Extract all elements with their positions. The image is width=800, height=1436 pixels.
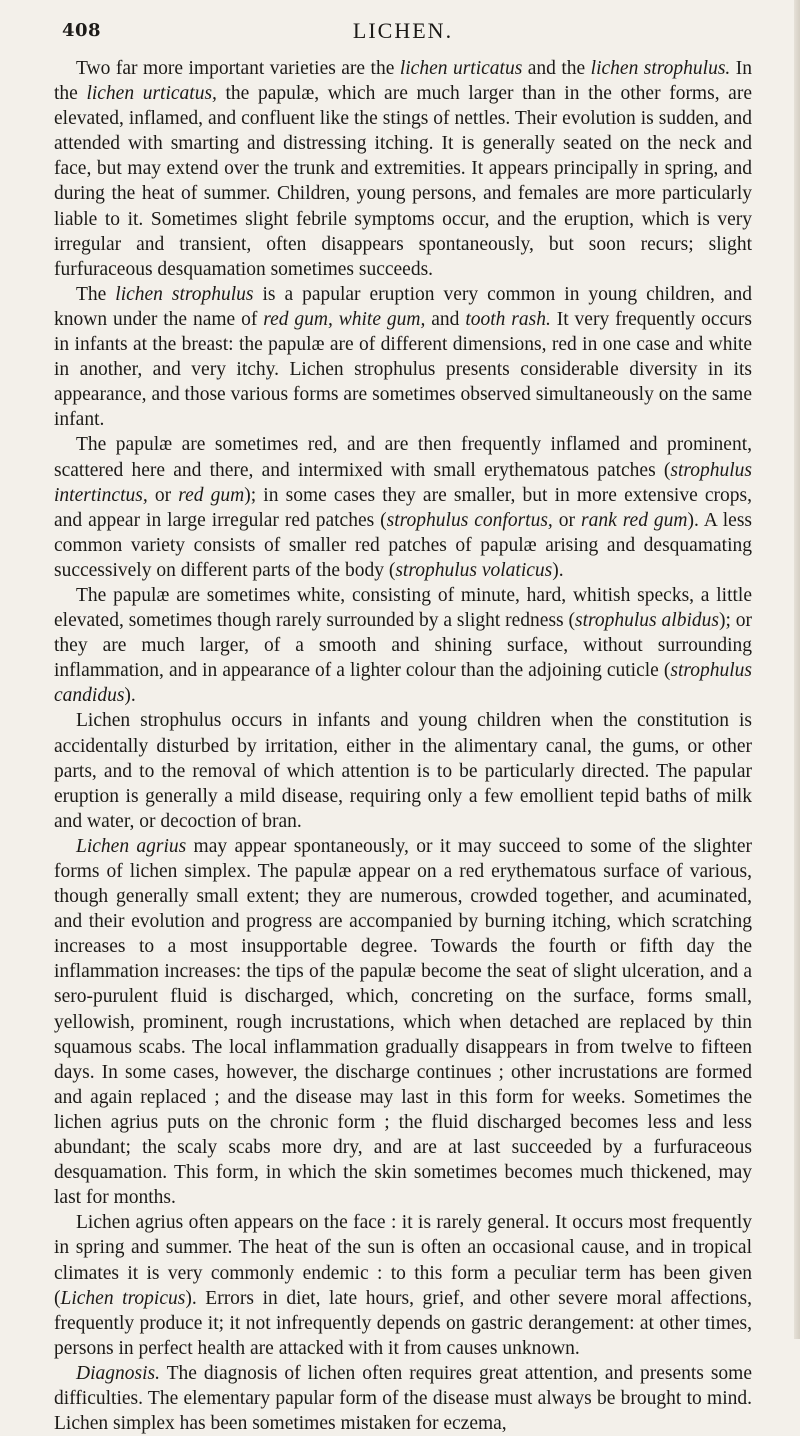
text-run: may appear spontaneously, or it may succeed to some of the slighter forms of lichen simplex. The papulæ appear on a red erythematous surface of various, though generally small extent; they are numerous, crowded together, and acuminated, and their evolution and progress are accompanied by burning itching, which scratching increases to a most insupportable degree. Towards the fourth or fifth day the inflammation increases: the tips of the papulæ become the seat of slight ulceration, and a sero-purulent fluid is discharged, which, concreting on the surface, forms small, yellowish, prominent, rough incrustations, which when detached are replaced by thin squamous scabs. The local inflammation gradually disappears in from twelve to fifteen days. In some cases, however, the discharge continues ; other incrustations are formed and again replaced ; and the disease may last in this form for weeks. Sometimes the lichen agrius puts on the chronic form ; the fluid discharged becomes less and less abundant; the scaly scabs more dry, and are at last succeeded by a furfuraceous desquamation. This form, in which the skin sometimes becomes much thickened, may last for months.	[54, 835, 752, 1209]
italic-term: lichen urticatus	[399, 58, 523, 79]
text-run: is a papular eruption very common in young children, and known under the name of	[54, 283, 752, 330]
italic-term: red gum	[178, 484, 245, 506]
text-run: ).	[552, 559, 564, 581]
body-text	[54, 56, 752, 1436]
paragraph	[54, 432, 752, 583]
text-run: The papulæ are sometimes white, consisting of minute, hard, whitish specks, a little elevated, sometimes though rarely surrounded by a slight redness (	[54, 584, 752, 632]
paragraph	[54, 282, 752, 433]
italic-term: lichen urticatus,	[86, 83, 217, 105]
text-run: and the	[522, 58, 591, 79]
page-number: 408	[62, 20, 102, 41]
italic-term: rank red gum	[580, 509, 688, 531]
page-edge	[794, 0, 800, 1339]
running-title: LICHEN.	[352, 18, 454, 43]
italic-term: Diagnosis.	[76, 1362, 160, 1384]
text-run: ); in some cases they are smaller, but in more extensive crops, and appear in large irregular red patches (	[54, 484, 752, 531]
text-run: The diagnosis of lichen often requires great attention, and presents some difficulties. The elementary papular form of the disease must always be brought to mind. Lichen simplex has been sometimes mistaken for eczema,	[54, 1362, 752, 1435]
italic-term: Lichen agrius	[76, 835, 187, 857]
paragraph	[54, 1210, 752, 1361]
italic-term: tooth rash.	[465, 308, 551, 330]
italic-term: strophulus albidus	[575, 610, 719, 632]
italic-term: Lichen tropicus	[60, 1287, 186, 1309]
italic-term: lichen strophulus.	[590, 58, 731, 79]
paragraph	[54, 56, 752, 282]
text-run: or	[552, 509, 581, 531]
text-run: Lichen strophulus occurs in infants and young children when the constitution is accidentally disturbed by irritation, either in the alimentary canal, the gums, or other parts, and to the removal of which attention is to be particularly directed. The papular eruption is generally a mild disease, requiring only a few emollient tepid baths of milk and water, or decoction of bran.	[54, 710, 752, 832]
text-run: the papulæ, which are much larger than in the other forms, are elevated, inflamed, and confluent like the stings of nettles. Their evolution is sudden, and attended with smarting and distressing itching. It is generally seated on the neck and face, but may extend over the trunk and extremities. It appears principally in spring, and during the heat of summer. Children, young persons, and females are more particularly liable to it. Sometimes slight febrile symptoms occur, and the eruption, which is very irregular and transient, often disappears spontaneously, but soon recurs; slight furfuraceous desquamation sometimes succeeds.	[54, 83, 752, 280]
italic-term: strophulus confortus,	[386, 509, 553, 531]
text-run: ).	[124, 685, 136, 707]
italic-term: strophulus candidus	[54, 660, 752, 707]
text-run: and	[425, 308, 466, 330]
text-run: ). Errors in diet, late hours, grief, and other severe moral affections, frequently produce it; it not infrequently depends on gastric derangement: at other times, persons in perfect health are attacked with it from causes unknown.	[54, 1287, 752, 1359]
text-run: or	[147, 484, 179, 506]
italic-term: lichen strophulus	[115, 283, 254, 305]
italic-term: strophulus intertinctus,	[54, 459, 752, 506]
paragraph	[54, 583, 752, 708]
italic-term: red gum, white gum,	[263, 308, 426, 330]
text-run: The papulæ are sometimes red, and are then frequently inflamed and prominent, scattered here and there, and intermixed with small erythematous patches (	[54, 434, 752, 481]
text-run: Two far more important varieties are the	[76, 58, 400, 79]
italic-term: strophulus volaticus	[395, 559, 553, 581]
text-run: The	[76, 283, 116, 305]
text-run: Lichen agrius often appears on the face : it is rarely general. It occurs most frequently in spring and summer. The heat of the sun is often an occasional cause, and in tropical climates it is very commonly endemic : to this form a peculiar term has been given (	[54, 1212, 752, 1309]
text-run: It very frequently occurs in infants at the breast: the papulæ are of different dimensions, red in one case and white in another, and very itchy. Lichen strophulus presents considerable diversity in its appearance, and those various forms are sometimes observed simultaneously on the same infant.	[54, 308, 753, 431]
text-run: ); or they are much larger, of a smooth and shining surface, without surrounding inflammation, and in appearance of a lighter colour than the adjoining cuticle (	[54, 610, 752, 682]
paragraph	[54, 708, 752, 833]
paragraph	[54, 834, 752, 1210]
text-run: In the	[54, 58, 753, 105]
text-run: ). A less common variety consists of smaller red patches of papulæ arising and desquamating successively on different parts of the body (	[54, 509, 752, 581]
paragraph	[54, 1361, 752, 1436]
page-header	[54, 18, 752, 46]
